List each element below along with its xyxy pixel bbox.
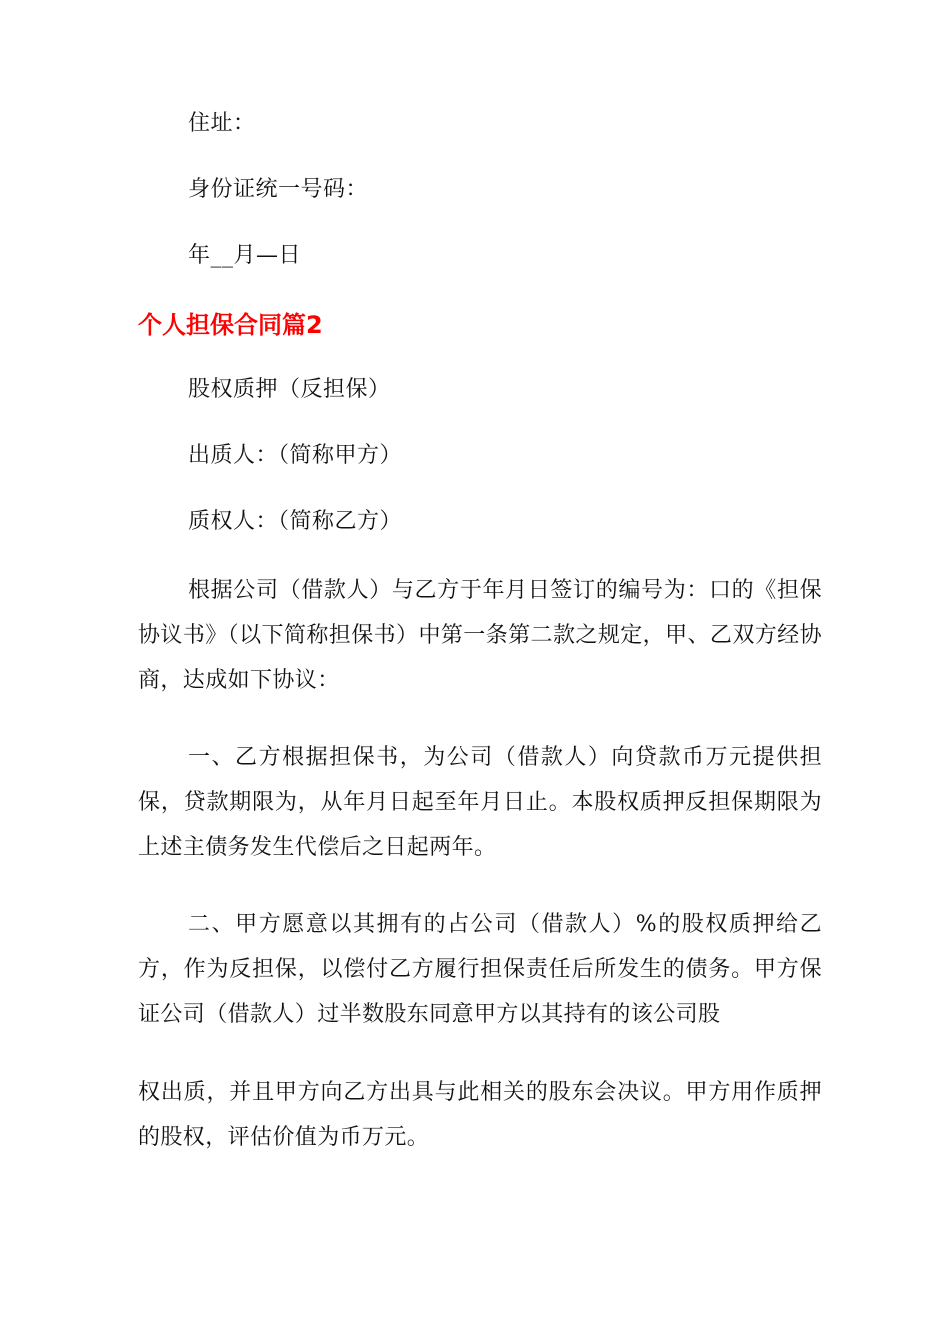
paragraph-clause-two: 二、甲方愿意以其拥有的占公司（借款人）%的股权质押给乙方，作为反担保，以偿付乙方履行担保责任后所发生的债务。甲方保证公司（借款人）过半数股东同意甲方以其持有的该公司股 [138,912,822,1027]
paragraph-clause-two-continued: 权出质，并且甲方向乙方出具与此相关的股东会决议。甲方用作质押的股权，评估价值为币万元。 [138,1080,822,1150]
date-line: 年__月—日 [188,243,302,268]
subtitle-line: 股权质押（反担保） [188,377,391,402]
paragraph-agreement-basis: 根据公司（借款人）与乙方于年月日签订的编号为：口的《担保协议书》（以下简称担保书）中第一条第二款之规定，甲、乙双方经协商，达成如下协议： [138,578,822,693]
address-line: 住址： [188,111,256,136]
paragraph-clause-one: 一、乙方根据担保书，为公司（借款人）向贷款币万元提供担保，贷款期限为，从年月日起至年月日止。本股权质押反担保期限为上述主债务发生代偿后之日起两年。 [138,745,822,860]
pledgee-line: 质权人：（简称乙方） [188,509,403,534]
pledgor-line: 出质人：（简称甲方） [188,443,403,468]
section-heading: 个人担保合同篇2 [138,311,323,339]
id-code-line: 身份证统一号码： [188,177,369,202]
